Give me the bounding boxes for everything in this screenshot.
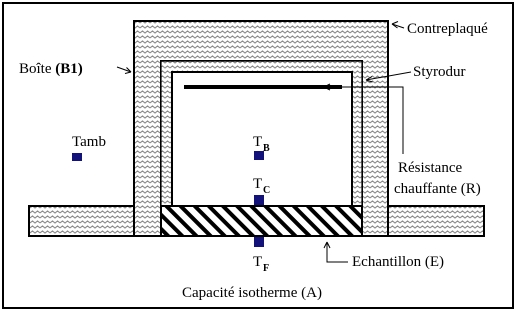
label-tf: T [253,254,263,270]
label-resistance-line1: Résistance [398,160,463,176]
label-tamb: Tamb [72,134,106,150]
label-tc-sub: C [263,185,271,196]
label-boite [19,61,83,77]
label-resistance-line2: chauffante (R) [394,181,481,197]
label-styrodur: Styrodur [413,64,466,80]
label-tc: T [253,176,263,192]
label-tb: T [253,134,263,150]
heating-resistance [184,85,342,89]
label-tb-sub: B [263,143,270,154]
label-contreplaque: Contreplaqué [407,21,488,37]
label-echantillon: Echantillon (E) [352,254,445,270]
label-boite-prefix: Boîte [19,61,56,77]
base-slab-right [388,206,484,236]
label-boite-name: (B1) [55,61,83,77]
sensor-tf [254,237,264,247]
label-capacite: Capacité isotherme (A) [182,285,322,301]
sensor-tamb [72,153,82,161]
sensor-tc [254,195,264,205]
label-tf-sub: F [263,263,270,274]
base-slab-left [29,206,134,236]
sample-block [161,206,362,236]
